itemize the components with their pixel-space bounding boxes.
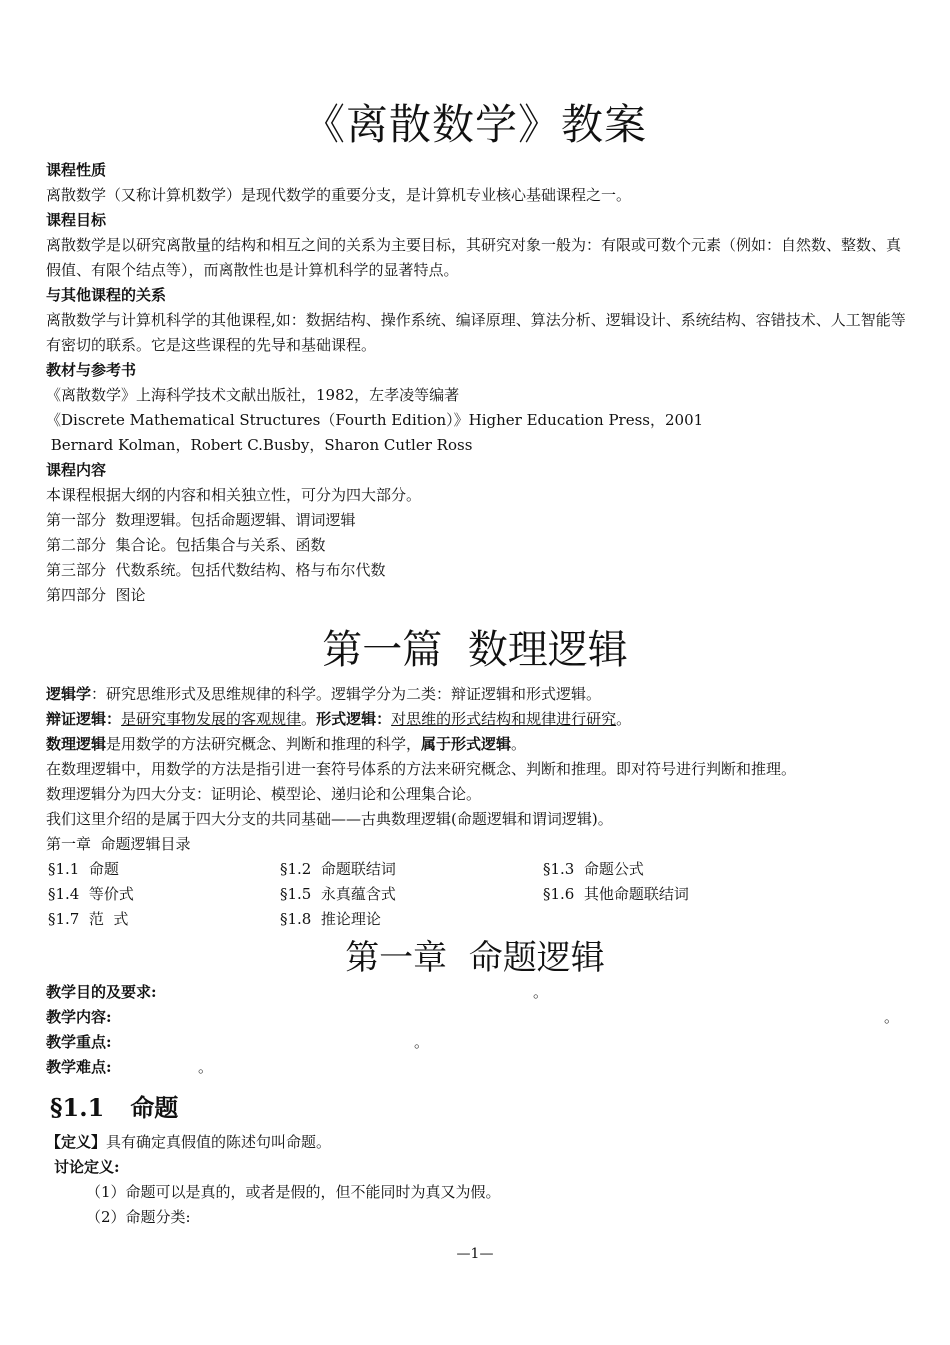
chapter-title: 第一章 命题逻辑	[345, 938, 605, 978]
definition-line	[46, 1130, 331, 1155]
course-goal-text: 离散数学是以研究离散量的结构和相互之间的关系为主要目标，其研究对象一般为：有限或可数个元素（例如：自然数、整数、真假值、有限个结点等），而离散性也是计算机科学的显著特点。	[46, 236, 902, 279]
math-logic-tail: 属于形式逻辑	[421, 735, 512, 753]
toc-entry[interactable]: §1.4 等价式	[48, 885, 134, 903]
math-logic-line	[46, 732, 526, 757]
toc-title: 第一章 命题逻辑目录	[46, 835, 191, 853]
book-2: 《Discrete Mathematical Structures（Fourth Edition）》Higher Education Press，2001	[46, 411, 704, 429]
math-logic-end: 。	[511, 735, 527, 753]
part-item: 第三部分 代数系统。包括代数结构、格与布尔代数	[46, 561, 386, 579]
book-3-authors: Bernard Kolman，Robert C.Busby，Sharon Cutler Ross	[46, 436, 473, 454]
formal-end: 。	[616, 710, 632, 728]
page-number: —1—	[456, 1246, 494, 1262]
teaching-content-period: 。	[884, 1008, 900, 1026]
toc-entry[interactable]: §1.7 范 式	[48, 910, 129, 928]
section-number: §1.1	[50, 1093, 105, 1122]
logic-definition	[46, 682, 601, 707]
relation-heading: 与其他课程的关系	[46, 286, 167, 304]
math-logic-method: 在数理逻辑中，用数学的方法是指引进一套符号体系的方法来研究概念、判断和推理。即对符号进行判断和推理。	[46, 760, 797, 778]
course-content-heading: 课程内容	[46, 461, 107, 479]
toc-entry[interactable]: §1.5 永真蕴含式	[280, 885, 396, 903]
teaching-difficulty-label: 教学难点:	[46, 1058, 112, 1076]
part-item: 第四部分 图论	[46, 586, 146, 604]
part-item: 第一部分 数理逻辑。包括命题逻辑、谓词逻辑	[46, 511, 356, 529]
dialectic-formal-line	[46, 707, 631, 732]
formal-label: 形式逻辑	[316, 710, 377, 728]
teaching-difficulty-period: 。	[198, 1058, 214, 1076]
dialectic-label: 辩证逻辑	[46, 710, 107, 728]
relation-text: 离散数学与计算机科学的其他课程,如：数据结构、操作系统、编译原理、算法分析、逻辑设计、系统结构、容错技术、人工智能等有密切的联系。它是这些课程的先导和基础课程。	[46, 311, 906, 354]
course-nature-text: 离散数学（又称计算机数学）是现代数学的重要分支，是计算机专业核心基础课程之一。	[46, 186, 632, 204]
discussion-item-2: （2）命题分类:	[86, 1208, 191, 1226]
toc-entry[interactable]: §1.8 推论理论	[280, 910, 381, 928]
discussion-label: 讨论定义:	[54, 1158, 120, 1176]
section-title: 命题	[130, 1093, 179, 1122]
course-content-text: 本课程根据大纲的内容和相关独立性，可分为四大部分。	[46, 486, 422, 504]
teaching-key-period: 。	[414, 1033, 430, 1051]
course-nature-heading: 课程性质	[46, 161, 107, 179]
teaching-aim-label: 教学目的及要求:	[46, 983, 157, 1001]
logic-label: 逻辑学	[46, 685, 92, 703]
math-logic-text: 是用数学的方法研究概念、判断和推理的科学，	[106, 735, 422, 753]
toc-entry[interactable]: §1.1 命题	[48, 860, 119, 878]
course-goal-heading: 课程目标	[46, 211, 107, 229]
teaching-content-label: 教学内容:	[46, 1008, 112, 1026]
toc-entry[interactable]: §1.2 命题联结词	[280, 860, 396, 878]
section-heading	[50, 1088, 178, 1123]
toc-entry[interactable]: §1.3 命题公式	[543, 860, 644, 878]
books-heading: 教材与参考书	[46, 361, 137, 379]
classical-logic-line: 我们这里介绍的是属于四大分支的共同基础——古典数理逻辑(命题逻辑和谓词逻辑)。	[46, 810, 613, 828]
dialectic-colon: ：	[106, 710, 122, 728]
dialectic-text: 是研究事物发展的客观规律	[121, 710, 302, 728]
math-logic-branches: 数理逻辑分为四大分支：证明论、模型论、递归论和公理集合论。	[46, 785, 482, 803]
definition-text: 具有确定真假值的陈述句叫命题。	[106, 1133, 332, 1151]
teaching-key-label: 教学重点:	[46, 1033, 112, 1051]
toc-entry[interactable]: §1.6 其他命题联结词	[543, 885, 689, 903]
dialectic-end: 。	[301, 710, 317, 728]
book-1: 《离散数学》上海科学技术文献出版社，1982，左孝凌等编著	[46, 386, 460, 404]
part-title: 第一篇 数理逻辑	[322, 627, 628, 673]
teaching-aim-period: 。	[533, 983, 549, 1001]
discussion-item-1: （1）命题可以是真的，或者是假的，但不能同时为真又为假。	[86, 1183, 501, 1201]
document-title: 《离散数学》教案	[302, 100, 647, 149]
formal-text: 对思维的形式结构和规律进行研究	[391, 710, 617, 728]
part-item: 第二部分 集合论。包括集合与关系、函数	[46, 536, 326, 554]
formal-colon: ：	[376, 710, 392, 728]
logic-text: ：研究思维形式及思维规律的科学。逻辑学分为二类：辩证逻辑和形式逻辑。	[91, 685, 602, 703]
math-logic-label: 数理逻辑	[46, 735, 107, 753]
definition-label: 【定义】	[46, 1133, 107, 1151]
